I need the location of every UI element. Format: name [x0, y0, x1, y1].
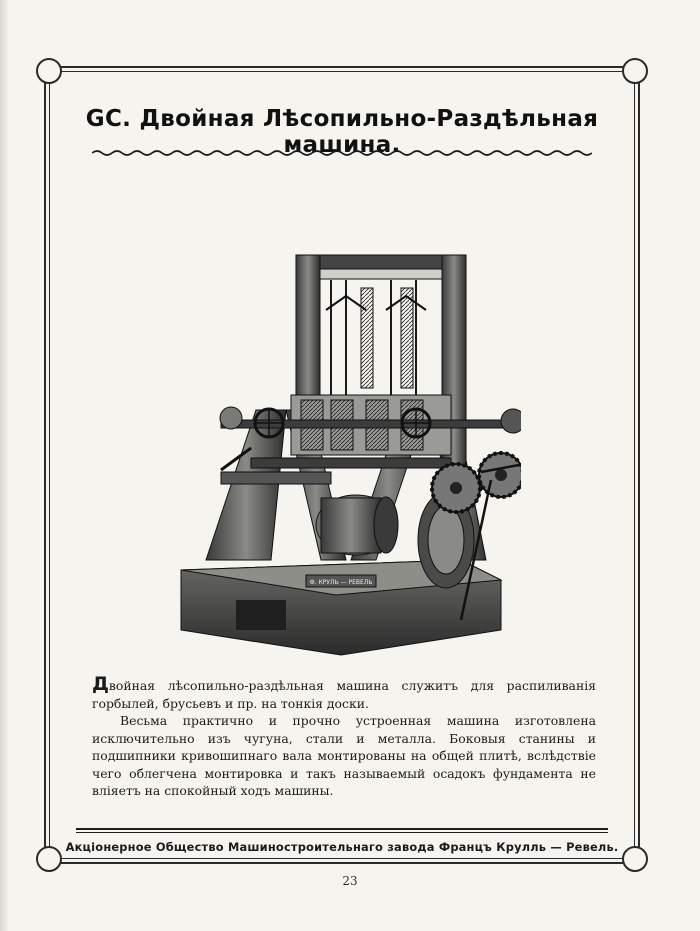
frame-corner-ornament: [622, 58, 648, 84]
title-wavy-rule: [92, 148, 592, 158]
sawmill-machine-illustration: [161, 180, 521, 660]
description-text: [92, 673, 596, 800]
page-title: GC. Двойная Лѣсопильно-Раздѣльная машина.: [85, 106, 599, 158]
footer-rule-thin: [76, 832, 608, 833]
machine-maker-plate: Ф. КРУЛЬ — РЕВЕЛЬ: [309, 579, 373, 586]
page-edge-shadow: [0, 0, 8, 931]
footer-rule: [76, 828, 608, 830]
drop-cap-initial: Д: [92, 673, 109, 695]
ornamental-frame: [44, 66, 640, 864]
page-number: 23: [342, 874, 358, 888]
description-paragraph-1: войная лѣсопильно-раздѣльная машина служитъ для распиливанія горбылей, брусьевъ и пр. на тонкія доски.: [92, 678, 596, 711]
frame-corner-ornament: [36, 58, 62, 84]
company-footer: Акціонерное Общество Машиностроительнаго завода Францъ Крулль — Ревель.: [65, 840, 619, 854]
description-paragraph-2: Весьма практично и прочно устроенная машина изготовлена исключительно изъ чугуна, стали и металла. Боковыя станины и подшипники кривошипнаго вала монтированы на общей плитѣ, вслѣдствіе чего облегчена монтировка и такъ называемый осадокъ фундамента не вліяетъ на спокойный ходъ машины.: [92, 713, 596, 798]
